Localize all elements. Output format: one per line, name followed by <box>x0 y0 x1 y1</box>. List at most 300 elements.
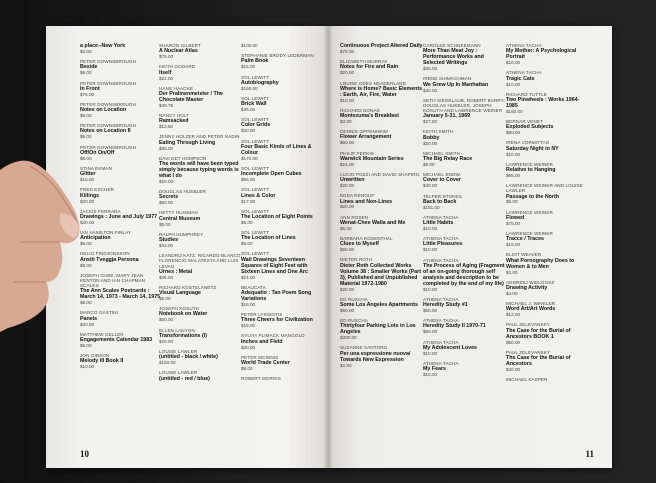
entry-price: $75.00 <box>340 48 355 54</box>
entry-title: Tracce / Traces <box>506 236 544 243</box>
entry-artist: SOL LEWITT <box>241 230 270 236</box>
entry-title: The words will have been typed simply because typing words is what I do <box>159 160 239 179</box>
entry-title: Exploded Subjects <box>506 124 554 131</box>
catalog-entry <box>340 345 424 367</box>
entry-title: Back to Back <box>423 198 457 205</box>
entry-artist: SOL LEWITT <box>241 95 270 101</box>
entry-artist: BERNAR VENET <box>506 119 543 125</box>
entry-price: $50.00 <box>340 247 355 253</box>
entry-price: $30.00 <box>241 128 256 134</box>
catalog-entry <box>159 210 243 226</box>
entry-title: Warwick Mountain Series <box>340 155 404 162</box>
column-6 <box>506 43 590 387</box>
entry-artist: STEPHANIE BRODY LEDERMAN <box>241 53 314 59</box>
catalog-entry <box>80 166 164 182</box>
entry-price: $3.00 <box>340 119 352 125</box>
entry-title: More Than Meat Joy : Performance Works and Selected Writings <box>423 48 484 67</box>
entry-price: $10.00 <box>506 151 521 157</box>
book-spread <box>46 26 612 468</box>
entry-title: Eating Through Living <box>159 139 216 146</box>
entry-artist: LAWRENCE WEINER <box>506 209 554 215</box>
catalog-entry <box>80 187 164 203</box>
catalog-entry <box>340 318 424 340</box>
entry-title: a place--New York <box>80 43 126 49</box>
entry-title: Two Pinwheels : Works 1964-1985 <box>506 96 580 109</box>
entry-artist: HANS HAACKE <box>159 85 194 91</box>
catalog-entry <box>506 301 590 317</box>
entry-artist: LOUISE ODES NEADERLAND <box>340 80 407 86</box>
entry-price: $50.00 <box>423 308 438 314</box>
catalog-entry <box>506 252 590 274</box>
entry-artist: ANN ROSEN <box>340 214 369 220</box>
entry-artist: JON GIBSON <box>80 353 110 359</box>
entry-title: Incomplete Open Cubes <box>241 171 302 178</box>
entry-title: Studies <box>159 237 179 244</box>
entry-title: Ansiti Tveggja Persona <box>80 256 139 263</box>
catalog-entry <box>159 86 243 108</box>
entry-artist: PAUL ZELEVANSKY <box>506 322 551 328</box>
entry-artist: ATHENA TACHA <box>423 318 459 324</box>
entry-title: Adequatio : Tan Poem Song Variations <box>241 289 312 302</box>
entry-artist: DENNIS OPPENHEIM <box>340 129 388 135</box>
entry-artist: SHARON GILBERT <box>159 43 201 48</box>
entry-title: Itself <box>159 69 172 76</box>
entry-price: $2.50 <box>340 362 352 368</box>
entry-artist: IAN HAMILTON FINLAY <box>80 230 132 236</box>
entry-title: Little Pleasures <box>423 241 463 248</box>
entry-price: $16.00 <box>241 301 256 307</box>
entry-title: The Case for the Burial of Ancestors BOOK 1 <box>506 327 571 340</box>
entry-title: Color Grids <box>241 122 271 129</box>
entry-title: Wall Drawings Seventeen Squares of Eight Feet with Sixteen Lines and One Arc <box>241 256 308 275</box>
entry-price: $150.00 <box>506 108 523 114</box>
entry-price: $20.00 <box>340 204 355 210</box>
entry-artist: LAWRENCE WEINER <box>506 231 554 237</box>
entry-artist: JENNY HOLZER AND PETER NADIN <box>159 134 240 140</box>
entry-price: $27.50 <box>423 119 438 125</box>
entry-artist: MARCO GASTINI <box>80 310 119 316</box>
entry-price: $20.00 <box>80 219 95 225</box>
entry-price: $15.00 <box>506 242 521 248</box>
entry-price: $10.00 <box>80 364 95 370</box>
entry-title: My Mother: A Psychological Portrait <box>506 48 577 61</box>
catalog-entry <box>80 43 164 54</box>
catalog-entry <box>159 253 243 280</box>
entry-price: $20.00 <box>159 178 174 184</box>
entry-price: $20.00 <box>159 338 174 344</box>
entry-artist: LEANDRO KATZ, RICARDO BLANCO, FLORENCIO MALATESTA AND LUIS LEVAN <box>159 253 242 269</box>
entry-title: Tragic Cats <box>506 75 535 82</box>
catalog-entry <box>159 43 243 59</box>
catalog-entry <box>241 75 325 91</box>
entry-artist: SOL LEWITT <box>241 187 270 193</box>
entry-title: Lines & Color <box>241 192 276 199</box>
entry-title: Word Art/Art Words <box>506 306 556 313</box>
entry-price: $150.00 <box>241 85 258 91</box>
entry-price: $8.00 <box>80 262 92 268</box>
catalog-entry <box>506 322 590 344</box>
catalog-entry <box>423 258 507 292</box>
column-2 <box>159 43 243 387</box>
column-3 <box>241 43 325 386</box>
catalog-entry <box>159 64 243 80</box>
catalog-entry <box>423 172 507 188</box>
catalog-entry <box>423 361 507 377</box>
catalog-entry <box>423 194 507 210</box>
entry-title: Off/On On/Off <box>80 149 115 156</box>
entry-title: Flowed <box>506 214 525 221</box>
catalog-entry <box>80 123 164 139</box>
column-1 <box>80 43 164 375</box>
catalog-entry <box>159 328 243 344</box>
entry-title: Notes for Fire and Rain <box>340 64 399 71</box>
entry-price: $15.00 <box>241 64 256 70</box>
entry-title: The Process of Aging (Fragment of an on-going thorough self analysis and description to be completed by the end of my life) <box>423 262 505 287</box>
entry-price: $45.00 <box>159 274 174 280</box>
entry-title: Drawings : June and July 1977 <box>80 213 158 220</box>
entry-artist: ELLEN LANYON <box>159 327 195 333</box>
entry-artist: CAROLEE SCHNEEMANN <box>423 43 481 48</box>
entry-title: My Adolescent Loves <box>423 344 477 351</box>
catalog-entry <box>423 236 507 252</box>
entry-price: $35.00 <box>423 66 438 72</box>
entry-artist: PETER DOWNSBROUGH <box>80 80 137 86</box>
entry-title: Passage to the North <box>506 193 559 200</box>
entry-price: $40.00 <box>423 87 438 93</box>
entry-artist: ATHENA TACHA <box>423 339 459 345</box>
entry-title: Ramsacked <box>159 118 189 125</box>
entry-artist: ED RUSCHA <box>340 318 368 324</box>
entry-artist: TELFER STOKES <box>423 193 462 199</box>
entry-artist: HELGI FRIDJONSSON <box>80 251 130 257</box>
catalog-entry <box>80 209 164 225</box>
entry-title: Panels <box>80 315 98 322</box>
catalog-entry <box>159 113 243 129</box>
entry-price: $10.00 <box>423 247 438 253</box>
entry-title: Heredity Study #1 <box>423 302 468 309</box>
catalog-entry <box>159 134 243 150</box>
entry-price: $75.00 <box>506 220 521 226</box>
entry-artist: STINA EKMAN <box>80 165 112 171</box>
catalog-entry <box>80 332 164 348</box>
entry-title: January 5-31, 1969 <box>423 113 471 120</box>
page-number-right: 11 <box>585 449 594 459</box>
entry-title: Four Basic Kinds of Lines & Colour <box>241 143 312 156</box>
catalog-entry <box>423 318 507 334</box>
catalog-entry <box>506 140 590 156</box>
entry-price: $10.00 <box>423 372 438 378</box>
entry-title: Cover to Cover <box>423 177 461 184</box>
entry-price: $8.00 <box>80 113 92 119</box>
catalog-entry <box>340 43 424 54</box>
entry-title: Brick Wall <box>241 101 267 108</box>
entry-price: $12.50 <box>159 124 174 130</box>
entry-title: My Fears <box>423 366 446 373</box>
entry-artist: JACKIE FERRARA <box>80 208 121 214</box>
entry-title: Where is Home? Basic Elements : Earth, Air, Fire, Water <box>340 85 423 98</box>
page-number-left: 10 <box>80 449 89 459</box>
column-5 <box>423 43 507 382</box>
entry-artist: RICHARD KOSTELANETZ <box>159 284 217 290</box>
entry-artist: JOSEPH KOSUTH <box>159 306 200 312</box>
entry-title: Heredity Study II 1970-71 <box>423 323 486 330</box>
entry-price: $60.00 <box>506 130 521 136</box>
entry-artist: IRENA VORMITTAG <box>506 140 550 146</box>
catalog-entry <box>241 43 325 48</box>
catalog-entry <box>80 59 164 75</box>
catalog-entry <box>340 151 424 167</box>
catalog-entry <box>423 340 507 356</box>
catalog-entry <box>506 280 590 296</box>
catalog-entry <box>506 162 590 178</box>
entry-title: Bobby <box>423 134 440 141</box>
entry-price: $60.00 <box>340 140 355 146</box>
catalog-entry <box>340 297 424 313</box>
entry-artist: LAWRENCE WEINER AND LOUISE LAWLER <box>506 183 583 194</box>
catalog-entry <box>241 139 325 161</box>
entry-artist: KEITH GODARD <box>159 64 196 70</box>
entry-artist: DOUGLAS HUEBLER <box>159 189 206 195</box>
entry-price: $6.00 <box>80 134 92 140</box>
entry-price: $24.00 <box>241 274 256 280</box>
entry-artist: PETER DOWNSBROUGH <box>80 101 137 107</box>
entry-artist: PAUL ZELEVANSKY <box>506 349 551 355</box>
entry-price: $60.00 <box>340 307 355 313</box>
entry-title: Transformations (I) <box>159 332 207 339</box>
entry-artist: FRED ESCHER <box>80 187 115 193</box>
catalog-entry <box>506 350 590 372</box>
entry-artist: SETH SIEGELAUB, ROBERT BARRY, DOUGLAS HUEBLER, JOSEPH KOSUTH AND LAWRENCE WEINER <box>423 97 505 114</box>
entry-artist: KEITH SMITH <box>423 129 454 135</box>
entry-price: $50.00 <box>506 339 521 345</box>
entry-artist: ELIZABETH MURRAY <box>340 59 388 65</box>
entry-price: $6.00 <box>80 343 92 349</box>
catalog-entry <box>340 172 424 188</box>
catalog-entry <box>506 231 590 247</box>
entry-artist: RALPH HUMPHREY <box>159 231 204 237</box>
entry-title: The Big Relay Race <box>423 155 473 162</box>
entry-artist: HETTY HUISMAN <box>159 210 198 216</box>
entry-artist: MICHAEL SMITH <box>423 150 461 156</box>
entry-artist: SOL LEWITT <box>241 138 270 144</box>
entry-artist: ROBERT MORRIS <box>241 376 281 382</box>
entry-artist: PETER LYSSIOTIS <box>241 312 283 318</box>
entry-title: Continuous Project Altered Daily <box>340 43 423 49</box>
catalog-entry <box>80 251 164 267</box>
entry-artist: SUZANNE SANTORO <box>340 345 388 351</box>
entry-price: $49.75 <box>159 102 174 108</box>
entry-title: What Pornography Does to Women & to Men <box>506 257 575 270</box>
catalog-entry <box>423 215 507 231</box>
entry-price: $10.00 <box>423 226 438 232</box>
entry-artist: ATHENA TACHA <box>423 214 459 220</box>
entry-title: Melody III Book II <box>80 358 124 365</box>
entry-price: $151.00 <box>423 204 440 210</box>
entry-artist: PETER DOWNSBROUGH <box>80 59 137 65</box>
entry-price: $5.00 <box>506 199 518 205</box>
catalog-entry <box>241 251 325 279</box>
entry-title: Dieter Roth Collected Works Volume 38 : Smaller Works (Part 3), Published and Unpublished Material 1972-1980 <box>340 262 422 287</box>
entry-price: $100.00 <box>241 43 258 48</box>
entry-price: $50.00 <box>159 317 174 323</box>
entry-title: In Front <box>80 85 100 92</box>
entry-price: $5.00 <box>241 241 253 247</box>
entry-title: Saturday Night in NY <box>506 145 559 152</box>
catalog-entry <box>423 151 507 167</box>
entry-price: $75.00 <box>159 54 174 60</box>
entry-title: The Case for the Burial of Ancestors <box>506 354 571 367</box>
entry-title: Three Cheers for Civilization <box>241 317 313 324</box>
entry-price: $6.00 <box>80 241 92 247</box>
hand-holding-book <box>0 150 82 340</box>
entry-artist: ATHENA TACHA <box>423 257 459 263</box>
entry-price: $17.00 <box>241 198 256 204</box>
catalog-entry <box>241 355 325 371</box>
entry-artist: MICHAEL J. WINKLER <box>506 301 556 307</box>
entry-price: $40.00 <box>506 366 521 372</box>
catalog-entry <box>340 236 424 252</box>
entry-title: Visual Language <box>159 290 201 297</box>
entry-artist: SOL LEWITT <box>241 251 270 257</box>
catalog-entry <box>423 98 507 125</box>
entry-price: $65.00 <box>241 177 256 183</box>
entry-title: (untitled - red / blue) <box>159 375 210 382</box>
entry-price: $8.00 <box>80 155 92 161</box>
entry-price: $170.00 <box>241 155 258 161</box>
entry-title: The Location of Eight Points <box>241 213 313 220</box>
catalog-entry <box>80 353 164 369</box>
catalog-entry <box>241 187 325 203</box>
entry-price: $60.00 <box>159 200 174 206</box>
entry-title: Relative to Hanging <box>506 166 556 173</box>
entry-artist: ATHENA TACHA <box>423 236 459 242</box>
entry-price: $6.00 <box>423 161 435 167</box>
catalog-entry <box>241 53 325 69</box>
catalog-entry <box>241 117 325 133</box>
entry-price: $65.00 <box>506 172 521 178</box>
catalog-entry <box>80 230 164 246</box>
entry-artist: MATTHEW GELLER <box>80 331 124 337</box>
catalog-entry <box>80 273 164 306</box>
catalog-entry <box>241 166 325 182</box>
entry-price: $20.00 <box>423 140 438 146</box>
catalog-entry <box>80 81 164 97</box>
entry-artist: LUCIO POZZI AND DAVID SHAPIRO <box>340 171 420 177</box>
catalog-entry <box>340 257 424 291</box>
catalog-entry <box>340 108 424 124</box>
catalog-entry <box>423 43 507 71</box>
entry-artist: PHILIP PERKIS <box>340 150 374 156</box>
catalog-entry <box>506 43 590 65</box>
entry-price: $20.00 <box>340 183 355 189</box>
entry-artist: ATHENA TACHA <box>506 43 542 48</box>
entry-price: $150.00 <box>159 360 176 366</box>
entry-price: $3.00 <box>506 269 518 275</box>
entry-title: Some Los Angeles Apartments <box>340 301 418 308</box>
entry-title: Killings <box>80 192 100 199</box>
entry-artist: MICHAEL KASPER <box>506 377 548 383</box>
catalog-entry <box>241 376 325 381</box>
entry-price: $6.00 <box>340 225 352 231</box>
entry-artist: ATHENA TACHA <box>423 296 459 302</box>
column-4 <box>340 43 424 373</box>
entry-price: $20.00 <box>80 198 95 204</box>
entry-artist: SOL LEWITT <box>241 208 270 214</box>
catalog-entry <box>423 297 507 313</box>
entry-title: Autobiography <box>241 79 279 86</box>
entry-price: $30.00 <box>241 344 256 350</box>
catalog-entry <box>159 306 243 322</box>
catalog-entry <box>159 156 243 184</box>
entry-artist: BEAUCATA <box>241 284 266 290</box>
entry-price: $4.00 <box>506 290 518 296</box>
entry-title: The Location of Lines <box>241 235 296 242</box>
entry-artist: EDDA RENOUF <box>340 193 375 199</box>
entry-price: $2.00 <box>80 48 92 54</box>
entry-title: Notes on Location <box>80 107 127 114</box>
entry-artist: ANDRZEJ WIELGOSZ <box>506 279 555 285</box>
catalog-entry <box>159 285 243 301</box>
catalog-entry <box>241 230 325 246</box>
entry-title: Inches and Field <box>241 338 283 345</box>
entry-price: $22.00 <box>159 75 174 81</box>
entry-title: Notebook on Water <box>159 311 208 318</box>
catalog-entry <box>80 102 164 118</box>
entry-title: Glitter <box>80 171 96 178</box>
entry-price: $33.00 <box>159 243 174 248</box>
entry-artist: IRENE SHIMACHMAN <box>423 76 472 82</box>
entry-price: $35.00 <box>241 107 256 113</box>
entry-artist: SOL LEWITT <box>241 117 270 123</box>
entry-artist: LOUISE LAWLER <box>159 349 198 354</box>
catalog-entry <box>241 96 325 112</box>
entry-artist: DAVI DET HOMPSON <box>159 155 207 161</box>
entry-artist: RICHARD TUTTLE <box>506 91 547 97</box>
entry-price: $12.00 <box>506 312 521 318</box>
catalog-entry <box>80 145 164 161</box>
entry-price: $10.00 <box>340 97 355 103</box>
entry-title: Montezuma's Breakfast <box>340 113 399 120</box>
entry-title: Beside <box>80 64 98 71</box>
entry-price: $35.00 <box>159 145 174 151</box>
entry-title: Palm Book <box>241 58 269 65</box>
entry-title: Per una espressione nuova/ Towards New Expression <box>340 350 411 363</box>
entry-artist: NANCY HOLT <box>159 113 190 119</box>
entry-price: $6.00 <box>80 70 92 76</box>
entry-title: Engagements Calendar 1983 <box>80 337 153 344</box>
entry-price: $50.00 <box>423 329 438 335</box>
entry-artist: SOL LEWITT <box>241 165 270 171</box>
entry-artist: MICHAEL SNOW <box>423 172 461 178</box>
entry-price: $5.00 <box>159 221 171 227</box>
entry-artist: JOSEPH GABE, MARY JEAN KENTON AND IAN CHAPMAN SCALES <box>80 272 146 289</box>
entry-artist: LOUISE LAWLER <box>159 370 198 376</box>
entry-title: Central Museum <box>159 215 201 222</box>
entry-artist: SOL LEWITT <box>241 74 270 80</box>
catalog-entry <box>506 119 590 135</box>
entry-price: $40.00 <box>423 183 438 189</box>
catalog-entry <box>423 76 507 92</box>
entry-price: $10.00 <box>423 286 438 292</box>
entry-title: The Ann Scales Postcards : March 14, 1973 - March 14, 1975 <box>80 288 161 301</box>
catalog-entry <box>241 333 325 349</box>
catalog-entry <box>340 193 424 209</box>
entry-price: $8.00 <box>80 300 92 306</box>
entry-artist: DIETER ROTH <box>340 257 373 263</box>
catalog-entry <box>159 370 243 381</box>
entry-title: Little Habits <box>423 220 454 227</box>
catalog-entry <box>340 215 424 231</box>
